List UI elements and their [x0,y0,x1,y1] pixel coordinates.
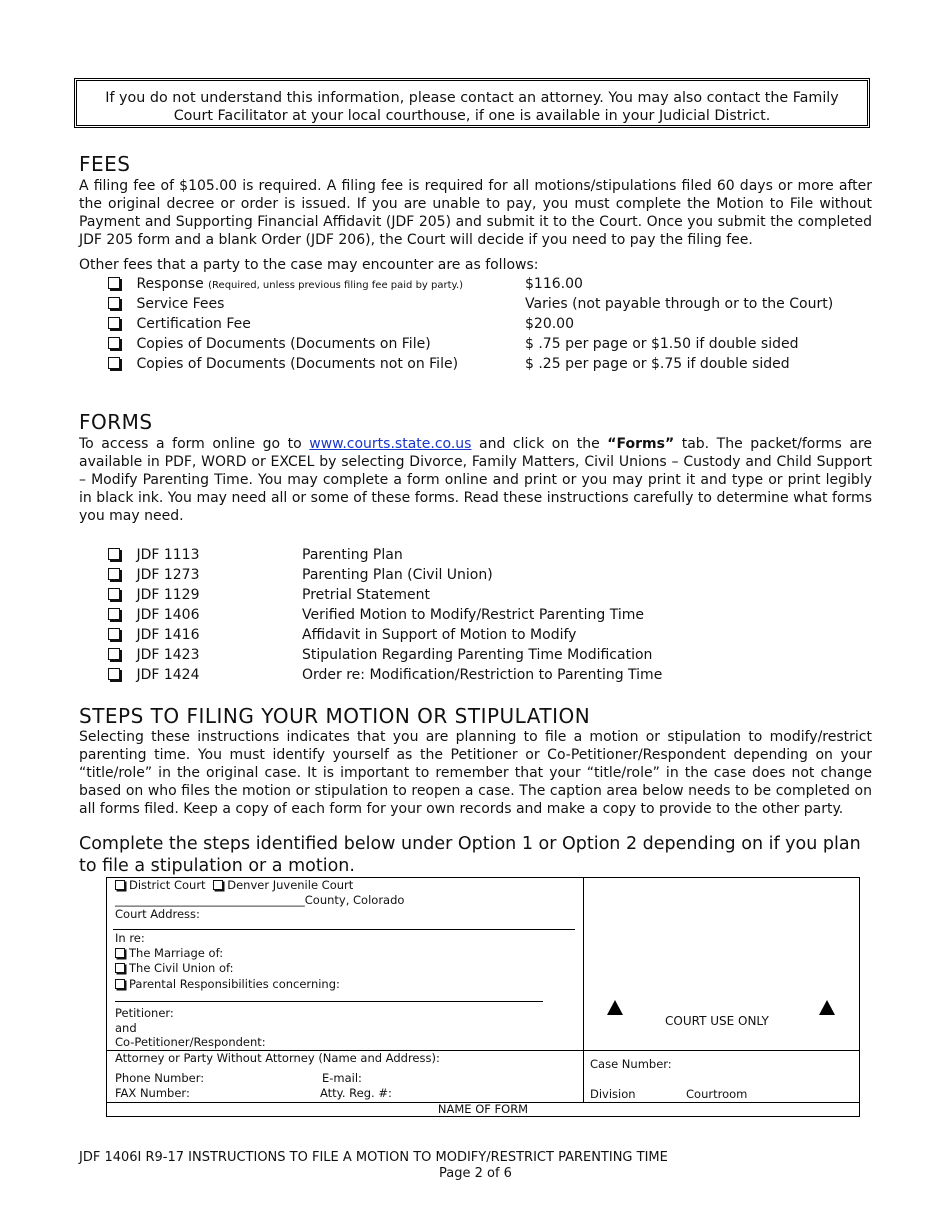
case-number-label: Case Number: [590,1057,672,1071]
fee-item [108,314,251,334]
civil-union-option [115,961,234,976]
court-address-label: Court Address: [115,907,200,921]
name-of-form: NAME OF FORM [437,1102,529,1116]
checkbox[interactable] [213,880,223,890]
email-label: E-mail: [322,1071,362,1085]
form-title: Verified Motion to Modify/Restrict Parenting Time [302,607,644,623]
forms-tab-label: “Forms” [607,436,675,452]
form-item [108,625,200,645]
parental-option [115,977,340,992]
form-code: JDF 1406 [136,607,200,623]
phone-label: Phone Number: [115,1071,205,1085]
form-title: Parenting Plan (Civil Union) [302,567,493,583]
courtroom-label: Courtroom [686,1087,748,1101]
form-item [108,585,200,605]
divider [115,1001,543,1002]
forms-text-after-link: and click on the [471,436,608,452]
checkbox[interactable] [115,979,125,989]
fee-item [108,274,463,294]
checkbox[interactable] [108,608,120,620]
fees-heading: FEES [79,152,131,176]
checkbox[interactable] [108,297,120,309]
form-title: Affidavit in Support of Motion to Modify [302,627,577,643]
fax-label: FAX Number: [115,1086,190,1100]
form-code: JDF 1423 [136,647,200,663]
form-code: JDF 1273 [136,567,200,583]
form-item [108,645,200,665]
court-selection [115,878,353,893]
divider [583,1050,584,1102]
checkbox[interactable] [108,317,120,329]
fee-item [108,334,431,354]
fee-note: (Required, unless previous filing fee paid by party.) [208,280,464,291]
caption-right-panel [583,878,859,1050]
form-code: JDF 1416 [136,627,200,643]
fee-value: $ .25 per page or $.75 if double sided [525,356,790,372]
checkbox[interactable] [108,357,120,369]
fees-paragraph: A filing fee of $105.00 is required. A filing fee is required for all motions/stipulations filed 60 days or more after the original decree or order is issued. If you are unable to pay, you must complete the Motion to File without Payment and Supporting Financial Affidavit (JDF 205) and submit it to the Court. Once you submit the completed JDF 205 form and a blank Order (JDF 206), the Court will decide if you need to pay the filing fee. [79,178,872,248]
checkbox[interactable] [108,548,120,560]
atty-reg-label: Atty. Reg. #: [320,1086,392,1100]
form-item [108,545,200,565]
checkbox[interactable] [115,948,125,958]
fee-value: $116.00 [525,276,583,292]
courts-website-link[interactable]: www.courts.state.co.us [309,436,472,452]
marriage-option [115,946,223,961]
steps-heading: STEPS TO FILING YOUR MOTION OR STIPULATION [79,704,591,728]
co-petitioner-label: Co-Petitioner/Respondent: [115,1035,266,1049]
county-line: _________________________________County, Colorado [115,893,405,907]
caption-box [106,877,860,1117]
checkbox[interactable] [108,588,120,600]
checkbox[interactable] [108,628,120,640]
in-re-label: In re: [115,931,145,945]
and-label: and [115,1021,137,1035]
petitioner-label: Petitioner: [115,1006,174,1020]
triangle-icon [819,1000,835,1015]
form-title: Order re: Modification/Restriction to Parenting Time [302,667,663,683]
fee-label: Response [136,276,204,292]
marriage-label: The Marriage of: [129,946,224,960]
divider [113,929,575,930]
checkbox[interactable] [115,880,125,890]
form-title: Pretrial Statement [302,587,430,603]
fee-label: Copies of Documents (Documents on File) [136,336,431,352]
fee-value: $20.00 [525,316,574,332]
notice-line-1: If you do not understand this information, please contact an attorney. You may also contact the Family [105,90,839,106]
checkbox[interactable] [108,648,120,660]
checkbox[interactable] [108,668,120,680]
checkbox[interactable] [108,337,120,349]
checkbox[interactable] [108,568,120,580]
form-title: Stipulation Regarding Parenting Time Modification [302,647,653,663]
other-fees-intro: Other fees that a party to the case may encounter are as follows: [79,257,539,273]
civil-union-label: The Civil Union of: [129,961,234,975]
denver-juvenile-label: Denver Juvenile Court [227,878,354,892]
form-code: JDF 1129 [136,587,200,603]
fee-label: Copies of Documents (Documents not on File) [136,356,459,372]
form-code: JDF 1113 [136,547,200,563]
parental-label: Parental Responsibilities concerning: [129,977,340,991]
forms-paragraph [79,435,872,525]
fee-label: Service Fees [136,296,225,312]
forms-text-rest: tab. The packet/forms are available in PDF, WORD or EXCEL by selecting Divorce, Family Matters, Civil Unions – Custody and Child Support – Modify Parenting Time. You may complete a form online and print or you may print it and type or print legibly in black ink. You may need all or some of these forms. Read these instructions carefully to determine what forms you may need. [79,436,872,524]
notice-box [74,78,870,128]
page-number: Page 2 of 6 [439,1166,512,1181]
fee-label: Certification Fee [136,316,251,332]
forms-text-before-link: To access a form online go to [79,436,310,452]
footer-line: JDF 1406I R9-17 INSTRUCTIONS TO FILE A MOTION TO MODIFY/RESTRICT PARENTING TIME [79,1150,668,1165]
court-use-only: COURT USE ONLY [665,1014,769,1028]
division-label: Division [590,1087,636,1101]
fee-value: Varies (not payable through or to the Court) [525,296,834,312]
fee-item [108,294,224,314]
form-item [108,605,200,625]
form-title: Parenting Plan [302,547,403,563]
complete-steps-line: Complete the steps identified below under Option 1 or Option 2 depending on if you plan to file a stipulation or a motion. [79,834,861,876]
attorney-label: Attorney or Party Without Attorney (Name and Address): [115,1051,440,1065]
checkbox[interactable] [108,277,120,289]
district-court-label: District Court [129,878,206,892]
checkbox[interactable] [115,963,125,973]
caption-left-panel [107,878,584,1050]
triangle-icon [607,1000,623,1015]
fee-value: $ .75 per page or $1.50 if double sided [525,336,799,352]
forms-heading: FORMS [79,410,153,434]
fee-item [108,354,458,374]
steps-paragraph: Selecting these instructions indicates that you are planning to file a motion or stipulation to modify/restrict parenting time. You must identify yourself as the Petitioner or Co-Petitioner/Respondent depending on your “title/role” in the original case. It is important to remember that your “title/role” in the case does not change based on who files the motion or stipulation to reopen a case. The caption area below needs to be completed on all forms filed. Keep a copy of each form for your own records and make a copy to provide to the other party. [79,729,872,817]
form-item [108,665,200,685]
form-item [108,565,200,585]
notice-line-2: Court Facilitator at your local courthouse, if one is available in your Judicial District. [173,108,771,124]
form-code: JDF 1424 [136,667,200,683]
